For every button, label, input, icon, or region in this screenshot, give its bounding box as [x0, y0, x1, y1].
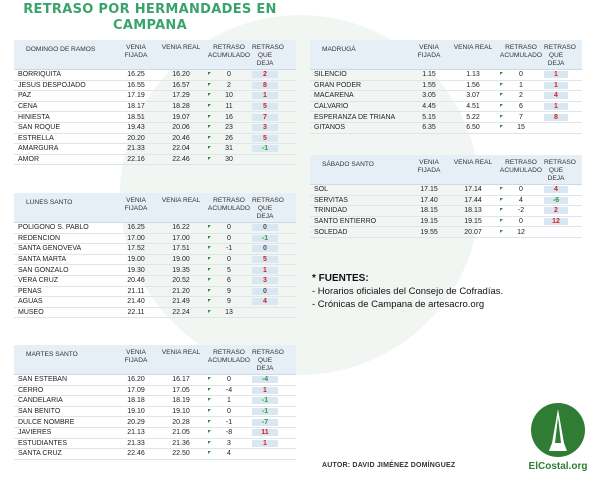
table-row	[14, 134, 296, 145]
venia-real: 17.51	[172, 245, 190, 253]
venia-fijada: 6.35	[422, 124, 436, 132]
column-header-line: RETRASO	[505, 44, 537, 51]
venia-real: 17.44	[464, 196, 482, 204]
retraso-que-deja: -6	[544, 197, 568, 204]
retraso-acumulado: 0	[206, 408, 252, 415]
venia-fijada: 22.16	[127, 156, 145, 164]
table-row	[310, 123, 582, 134]
venia-real: 6.50	[466, 124, 480, 132]
column-header	[116, 349, 156, 365]
brotherhood-name: MUSEO	[18, 309, 44, 317]
retraso-acumulado: 31	[206, 145, 252, 152]
brotherhood-name: SANTO ENTIERRO	[314, 218, 377, 226]
table-header	[310, 155, 582, 185]
retraso-que-deja: 0	[252, 245, 278, 252]
table-row	[310, 112, 582, 123]
column-header-line: VENIA	[126, 349, 146, 356]
retraso-que-deja: 1	[544, 82, 568, 89]
table-row	[14, 91, 296, 102]
column-header-line: VENIA REAL	[453, 159, 493, 166]
table-domingo-de-ramos	[14, 40, 296, 165]
venia-real: 5.22	[466, 113, 480, 121]
column-header-line: ACUMULADO	[207, 357, 251, 364]
venia-fijada: 19.55	[420, 228, 438, 236]
venia-fijada: 21.33	[127, 439, 145, 447]
retraso-acumulado: 13	[206, 309, 252, 316]
column-header-line: RETRASO	[213, 197, 245, 204]
venia-fijada: 18.15	[420, 207, 438, 215]
column-header-line: VENIA REAL	[161, 44, 201, 51]
brotherhood-name: AMARGURA	[18, 145, 59, 153]
table-row	[14, 144, 296, 155]
column-header-line: VENIA REAL	[161, 349, 201, 356]
logo-text: ElCostal.org	[528, 461, 588, 472]
brotherhood-name: ESTRELLA	[18, 134, 54, 142]
venia-real: 21.49	[172, 298, 190, 306]
column-header	[252, 197, 284, 221]
brotherhood-name: SAN GONZALO	[18, 266, 69, 274]
retraso-que-deja: 3	[252, 277, 278, 284]
column-header-line: RETRASO	[252, 44, 284, 51]
brotherhood-name: CALVARIO	[314, 103, 349, 111]
table-row	[14, 375, 296, 386]
column-header	[116, 197, 156, 213]
brotherhood-name: POLÍGONO S. PABLO	[18, 224, 89, 232]
table-row	[310, 70, 582, 81]
table-row	[310, 185, 582, 196]
venia-fijada: 16.25	[127, 71, 145, 79]
brotherhood-name: SANTA CRUZ	[18, 450, 62, 458]
retraso-que-deja: 8	[252, 82, 278, 89]
column-header-line: RETRASO	[213, 44, 245, 51]
table-title: LUNES SANTO	[26, 199, 73, 206]
column-header-line: RETRASO	[544, 159, 576, 166]
table-row	[310, 91, 582, 102]
column-header	[448, 44, 498, 52]
retraso-acumulado: 0	[206, 71, 252, 78]
venia-real: 18.28	[172, 103, 190, 111]
venia-fijada: 17.19	[127, 92, 145, 100]
table-row	[14, 70, 296, 81]
table-row	[14, 449, 296, 460]
retraso-acumulado: -1	[206, 419, 252, 426]
venia-real: 1.56	[466, 81, 480, 89]
retraso-que-deja: 5	[252, 256, 278, 263]
retraso-acumulado: 15	[498, 124, 544, 131]
brotherhood-name: SANTA GENOVEVA	[18, 245, 82, 253]
venia-real: 19.10	[172, 408, 190, 416]
retraso-acumulado: 0	[498, 186, 544, 193]
column-header-line: RETRASO	[505, 159, 537, 166]
table-row	[310, 217, 582, 228]
retraso-acumulado: 1	[206, 397, 252, 404]
retraso-acumulado: 0	[498, 71, 544, 78]
table-row	[310, 81, 582, 92]
brotherhood-name: GRAN PODER	[314, 81, 362, 89]
retraso-que-deja: 12	[544, 218, 568, 225]
table-madruga	[310, 40, 582, 134]
brotherhood-name: SILENCIO	[314, 71, 347, 79]
retraso-que-deja: -4	[252, 376, 278, 383]
retraso-que-deja: 1	[252, 92, 278, 99]
page-title: RETRASO POR HERMANDADES EN CAMPANA	[23, 2, 277, 33]
table-row	[14, 386, 296, 397]
retraso-acumulado: -8	[206, 429, 252, 436]
table-row	[14, 102, 296, 113]
retraso-acumulado: 23	[206, 124, 252, 131]
venia-fijada: 22.11	[127, 309, 145, 317]
column-header-line: VENIA	[419, 159, 439, 166]
venia-fijada: 16.55	[127, 81, 145, 89]
venia-real: 19.00	[172, 256, 190, 264]
table-row	[14, 276, 296, 287]
retraso-que-deja: 2	[252, 71, 278, 78]
venia-real: 21.20	[172, 287, 190, 295]
venia-fijada: 21.13	[127, 429, 145, 437]
column-header	[156, 349, 206, 357]
venia-real: 18.19	[172, 397, 190, 405]
table-header	[310, 40, 582, 70]
column-header-line: FIJADA	[417, 167, 441, 174]
retraso-acumulado: 7	[498, 114, 544, 121]
table-row	[310, 206, 582, 217]
brotherhood-name: JESÚS DESPOJADO	[18, 81, 86, 89]
retraso-acumulado: 30	[206, 156, 252, 163]
venia-real: 19.15	[464, 218, 482, 226]
table-header	[14, 345, 296, 375]
venia-fijada: 21.40	[127, 298, 145, 306]
brotherhood-name: DULCE NOMBRE	[18, 418, 75, 426]
table-row	[14, 417, 296, 428]
column-header-line: ACUMULADO	[499, 52, 543, 59]
venia-fijada: 20.29	[127, 418, 145, 426]
brotherhood-name: SOL	[314, 186, 329, 194]
venia-fijada: 17.52	[127, 245, 145, 253]
table-row	[14, 81, 296, 92]
brotherhood-name: SERVITAS	[314, 196, 348, 204]
table-row	[14, 255, 296, 266]
column-header-line: FIJADA	[124, 52, 148, 59]
retraso-acumulado: 4	[498, 197, 544, 204]
brotherhood-name: AGUAS	[18, 298, 43, 306]
retraso-acumulado: 12	[498, 229, 544, 236]
retraso-que-deja: 11	[252, 429, 278, 436]
column-header-line: QUE DEJA	[256, 205, 274, 220]
column-header-line: QUE DEJA	[256, 357, 274, 372]
table-row	[14, 287, 296, 298]
retraso-acumulado: -1	[206, 245, 252, 252]
table-header	[14, 193, 296, 223]
venia-fijada: 4.45	[422, 103, 436, 111]
retraso-acumulado: 0	[206, 256, 252, 263]
table-row	[14, 265, 296, 276]
spire-icon	[531, 403, 585, 457]
venia-fijada: 19.10	[127, 408, 145, 416]
table-title: SÁBADO SANTO	[322, 161, 374, 168]
column-header-line: QUE DEJA	[256, 52, 274, 67]
retraso-acumulado: 4	[206, 450, 252, 457]
column-header	[544, 44, 576, 68]
table-lunes-santo	[14, 193, 296, 318]
venia-fijada: 21.11	[127, 287, 145, 295]
retraso-acumulado: 16	[206, 114, 252, 121]
venia-fijada: 17.00	[127, 234, 145, 242]
column-header	[206, 349, 252, 365]
venia-fijada: 17.15	[420, 186, 438, 194]
table-row	[14, 428, 296, 439]
retraso-acumulado: -2	[498, 207, 544, 214]
venia-fijada: 1.55	[422, 81, 436, 89]
table-row	[14, 407, 296, 418]
retraso-que-deja: 2	[544, 207, 568, 214]
table-row	[14, 439, 296, 450]
brotherhood-name: PENAS	[18, 287, 42, 295]
column-header-line: VENIA	[126, 44, 146, 51]
retraso-acumulado: 0	[206, 224, 252, 231]
retraso-que-deja: 3	[252, 124, 278, 131]
venia-real: 19.07	[172, 113, 190, 121]
retraso-que-deja: 1	[544, 71, 568, 78]
venia-real: 20.07	[464, 228, 482, 236]
table-title: MARTES SANTO	[26, 351, 78, 358]
table-row	[14, 244, 296, 255]
logo-emblem	[531, 403, 585, 457]
column-header	[544, 159, 576, 183]
brotherhood-name: PAZ	[18, 92, 32, 100]
venia-real: 22.24	[172, 309, 190, 317]
column-header	[116, 44, 156, 60]
brotherhood-name: SAN ESTEBAN	[18, 376, 68, 384]
venia-real: 16.17	[172, 376, 190, 384]
table-sabado-santo	[310, 155, 582, 238]
column-header-line: RETRASO	[252, 197, 284, 204]
venia-real: 17.00	[172, 234, 190, 242]
venia-real: 20.46	[172, 134, 190, 142]
retraso-que-deja: -1	[252, 397, 278, 404]
table-row	[14, 234, 296, 245]
venia-real: 16.57	[172, 81, 190, 89]
column-header	[156, 197, 206, 205]
retraso-acumulado: 0	[498, 218, 544, 225]
sources-line: - Horarios oficiales del Consejo de Cofradías.	[312, 286, 504, 297]
venia-real: 21.05	[172, 429, 190, 437]
retraso-acumulado: 1	[498, 82, 544, 89]
column-header-line: ACUMULADO	[499, 167, 543, 174]
retraso-que-deja: 4	[252, 298, 278, 305]
venia-real: 1.13	[466, 71, 480, 79]
retraso-que-deja: -7	[252, 419, 278, 426]
venia-fijada: 18.18	[127, 397, 145, 405]
brotherhood-name: ESPERANZA DE TRIANA	[314, 113, 396, 121]
retraso-que-deja: 0	[252, 288, 278, 295]
venia-real: 18.13	[464, 207, 482, 215]
brotherhood-name: ESTUDIANTES	[18, 439, 68, 447]
venia-real: 4.51	[466, 103, 480, 111]
venia-real: 3.07	[466, 92, 480, 100]
author-credit: AUTOR: DAVID JIMÉNEZ DOMÍNGUEZ	[322, 462, 456, 469]
retraso-acumulado: 9	[206, 298, 252, 305]
retraso-acumulado: 5	[206, 267, 252, 274]
venia-real: 21.36	[172, 439, 190, 447]
column-header-line: RETRASO	[252, 349, 284, 356]
column-header-line: FIJADA	[124, 205, 148, 212]
table-row	[14, 112, 296, 123]
brotherhood-name: JAVIERES	[18, 429, 52, 437]
venia-fijada: 20.46	[127, 277, 145, 285]
retraso-que-deja: 7	[252, 114, 278, 121]
brotherhood-name: SANTA MARTA	[18, 256, 67, 264]
retraso-acumulado: 2	[498, 92, 544, 99]
table-martes-santo	[14, 345, 296, 460]
brotherhood-name: SAN ROQUE	[18, 124, 61, 132]
retraso-acumulado: 0	[206, 235, 252, 242]
venia-fijada: 3.05	[422, 92, 436, 100]
venia-real: 17.05	[172, 386, 190, 394]
retraso-acumulado: 3	[206, 440, 252, 447]
venia-fijada: 19.43	[127, 124, 145, 132]
column-header-line: FIJADA	[124, 357, 148, 364]
venia-real: 20.28	[172, 418, 190, 426]
brotherhood-name: BORRIQUITA	[18, 71, 62, 79]
brotherhood-name: SAN BENITO	[18, 408, 61, 416]
sources-note	[312, 272, 503, 311]
column-header-line: ACUMULADO	[207, 52, 251, 59]
venia-real: 16.22	[172, 224, 190, 232]
venia-real: 17.29	[172, 92, 190, 100]
retraso-que-deja: -1	[252, 145, 278, 152]
retraso-que-deja: 5	[252, 103, 278, 110]
column-header-line: FIJADA	[417, 52, 441, 59]
column-header-line: QUE DEJA	[547, 167, 565, 182]
table-row	[310, 196, 582, 207]
brotherhood-name: SOLEDAD	[314, 228, 348, 236]
retraso-que-deja: 4	[544, 92, 568, 99]
venia-fijada: 19.30	[127, 266, 145, 274]
column-header	[156, 44, 206, 52]
table-row	[14, 223, 296, 234]
retraso-que-deja: 1	[544, 103, 568, 110]
retraso-que-deja: 4	[544, 186, 568, 193]
column-header-line: VENIA REAL	[453, 44, 493, 51]
venia-fijada: 18.51	[127, 113, 145, 121]
table-row	[14, 297, 296, 308]
column-header	[206, 197, 252, 213]
venia-fijada: 17.40	[420, 196, 438, 204]
venia-real: 20.52	[172, 277, 190, 285]
retraso-acumulado: 9	[206, 288, 252, 295]
venia-fijada: 1.15	[422, 71, 436, 79]
column-header-line: ACUMULADO	[207, 205, 251, 212]
column-header-line: RETRASO	[213, 349, 245, 356]
venia-fijada: 5.15	[422, 113, 436, 121]
retraso-acumulado: 10	[206, 92, 252, 99]
column-header	[252, 349, 284, 373]
retraso-que-deja: 1	[252, 387, 278, 394]
table-row	[14, 396, 296, 407]
retraso-acumulado: 2	[206, 82, 252, 89]
venia-fijada: 19.15	[420, 218, 438, 226]
column-header	[410, 159, 448, 175]
column-header	[498, 44, 544, 60]
brotherhood-name: CANDELARIA	[18, 397, 63, 405]
venia-real: 20.06	[172, 124, 190, 132]
table-row	[310, 102, 582, 113]
venia-fijada: 18.17	[127, 103, 145, 111]
retraso-que-deja: 1	[252, 267, 278, 274]
column-header-line: VENIA	[126, 197, 146, 204]
elcostal-logo	[523, 403, 593, 475]
column-header-line: QUE DEJA	[547, 52, 565, 67]
retraso-acumulado: 6	[206, 277, 252, 284]
venia-fijada: 16.20	[127, 376, 145, 384]
column-header-line: RETRASO	[544, 44, 576, 51]
table-row	[310, 227, 582, 238]
column-header	[498, 159, 544, 175]
venia-real: 22.50	[172, 450, 190, 458]
column-header	[206, 44, 252, 60]
brotherhood-name: CERRO	[18, 386, 44, 394]
column-header	[448, 159, 498, 167]
venia-fijada: 21.33	[127, 145, 145, 153]
retraso-acumulado: 0	[206, 376, 252, 383]
venia-fijada: 22.46	[127, 450, 145, 458]
retraso-que-deja: 1	[252, 440, 278, 447]
retraso-que-deja: -1	[252, 408, 278, 415]
column-header	[252, 44, 284, 68]
brotherhood-name: HINIESTA	[18, 113, 50, 121]
table-header	[14, 40, 296, 70]
sources-heading: * FUENTES:	[312, 273, 369, 284]
venia-real: 16.20	[172, 71, 190, 79]
column-header-line: VENIA REAL	[161, 197, 201, 204]
column-header-line: VENIA	[419, 44, 439, 51]
retraso-acumulado: 11	[206, 103, 252, 110]
retraso-acumulado: 26	[206, 135, 252, 142]
retraso-acumulado: 6	[498, 103, 544, 110]
retraso-que-deja: 8	[544, 114, 568, 121]
table-title: MADRUGÁ	[322, 46, 356, 53]
brotherhood-name: GITANOS	[314, 124, 345, 132]
venia-real: 22.04	[172, 145, 190, 153]
retraso-acumulado: -4	[206, 387, 252, 394]
column-header	[410, 44, 448, 60]
venia-real: 17.14	[464, 186, 482, 194]
table-row	[14, 308, 296, 319]
brotherhood-name: TRINIDAD	[314, 207, 348, 215]
table-title: DOMINGO DE RAMOS	[26, 46, 96, 53]
brotherhood-name: AMOR	[18, 156, 39, 164]
retraso-que-deja: 0	[252, 224, 278, 231]
venia-fijada: 19.00	[127, 256, 145, 264]
venia-fijada: 20.20	[127, 134, 145, 142]
brotherhood-name: MACARENA	[314, 92, 354, 100]
table-row	[14, 123, 296, 134]
venia-real: 19.35	[172, 266, 190, 274]
brotherhood-name: VERA CRUZ	[18, 277, 59, 285]
brotherhood-name: REDENCIÓN	[18, 234, 61, 242]
retraso-que-deja: -1	[252, 235, 278, 242]
venia-fijada: 17.09	[127, 386, 145, 394]
table-row	[14, 155, 296, 166]
sources-line: - Crónicas de Campana de artesacro.org	[312, 299, 485, 310]
retraso-que-deja: 5	[252, 135, 278, 142]
venia-real: 22.46	[172, 156, 190, 164]
brotherhood-name: CENA	[18, 103, 38, 111]
venia-fijada: 16.25	[127, 224, 145, 232]
